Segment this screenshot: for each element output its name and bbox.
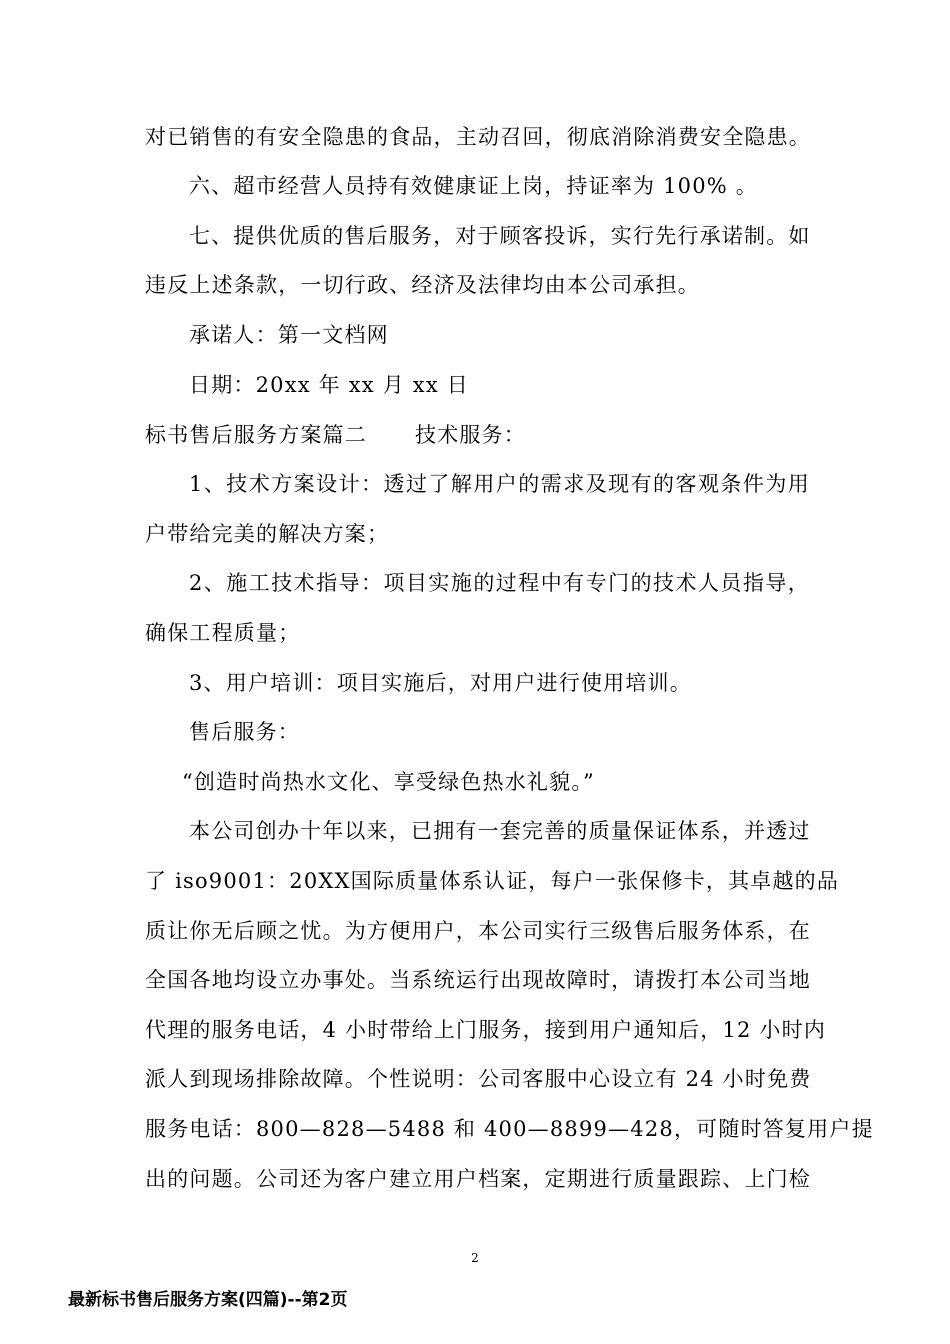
paragraph-line: 3、用户培训：项目实施后，对用户进行使用培训。	[189, 671, 692, 695]
section-heading	[145, 420, 526, 450]
paragraph-line: 了 iso9001：20XX国际质量体系认证，每户一张保修卡，其卓越的品	[145, 869, 840, 893]
paragraph-line: 代理的服务电话，4 小时带给上门服务，接到用户通知后，12 小时内	[145, 1018, 827, 1042]
paragraph-line: 售后服务：	[189, 720, 300, 744]
page-number: 2	[471, 1251, 479, 1265]
paragraph-line: 户带给完美的解决方案；	[145, 522, 390, 546]
paragraph-line: 全国各地均设立办事处。当系统运行出现故障时，请拨打本公司当地	[145, 968, 811, 992]
slogan-line: “创造时尚热水文化、享受绿色热水礼貌。”	[182, 770, 595, 794]
footer-title: 最新标书售后服务方案(四篇)--第2页	[68, 1290, 348, 1310]
paragraph-line: 服务电话：800—828—5488 和 400—8899—428，可随时答复用户提	[145, 1117, 874, 1141]
paragraph-line: 六、超市经营人员持有效健康证上岗，持证率为 100% 。	[189, 174, 758, 198]
paragraph-line: 出的问题。公司还为客户建立用户档案，定期进行质量跟踪、上门检	[145, 1167, 811, 1191]
date-line: 日期：20xx 年 xx 月 xx 日	[189, 373, 469, 397]
section-subtitle: 技术服务：	[415, 423, 526, 447]
paragraph-line: 派人到现场排除故障。个性说明：公司客服中心设立有 24 小时免费	[145, 1067, 812, 1091]
paragraph-line: 1、技术方案设计：透过了解用户的需求及现有的客观条件为用	[189, 472, 810, 496]
paragraph-line: 七、提供优质的售后服务，对于顾客投诉，实行先行承诺制。如	[189, 224, 811, 248]
paragraph-line: 2、施工技术指导：项目实施的过程中有专门的技术人员指导，	[189, 571, 810, 595]
paragraph-line: 确保工程质量；	[145, 621, 301, 645]
paragraph-line: 违反上述条款，一切行政、经济及法律均由本公司承担。	[145, 273, 700, 297]
paragraph-line: 对已销售的有安全隐患的食品，主动召回，彻底消除消费安全隐患。	[145, 125, 811, 149]
signatory-line: 承诺人：第一文档网	[189, 323, 389, 347]
paragraph-line: 本公司创办十年以来，已拥有一套完善的质量保证体系，并透过	[189, 819, 811, 843]
section-title: 标书售后服务方案篇二	[145, 423, 367, 447]
paragraph-line: 质让你无后顾之忧。为方便用户，本公司实行三级售后服务体系，在	[145, 919, 811, 943]
